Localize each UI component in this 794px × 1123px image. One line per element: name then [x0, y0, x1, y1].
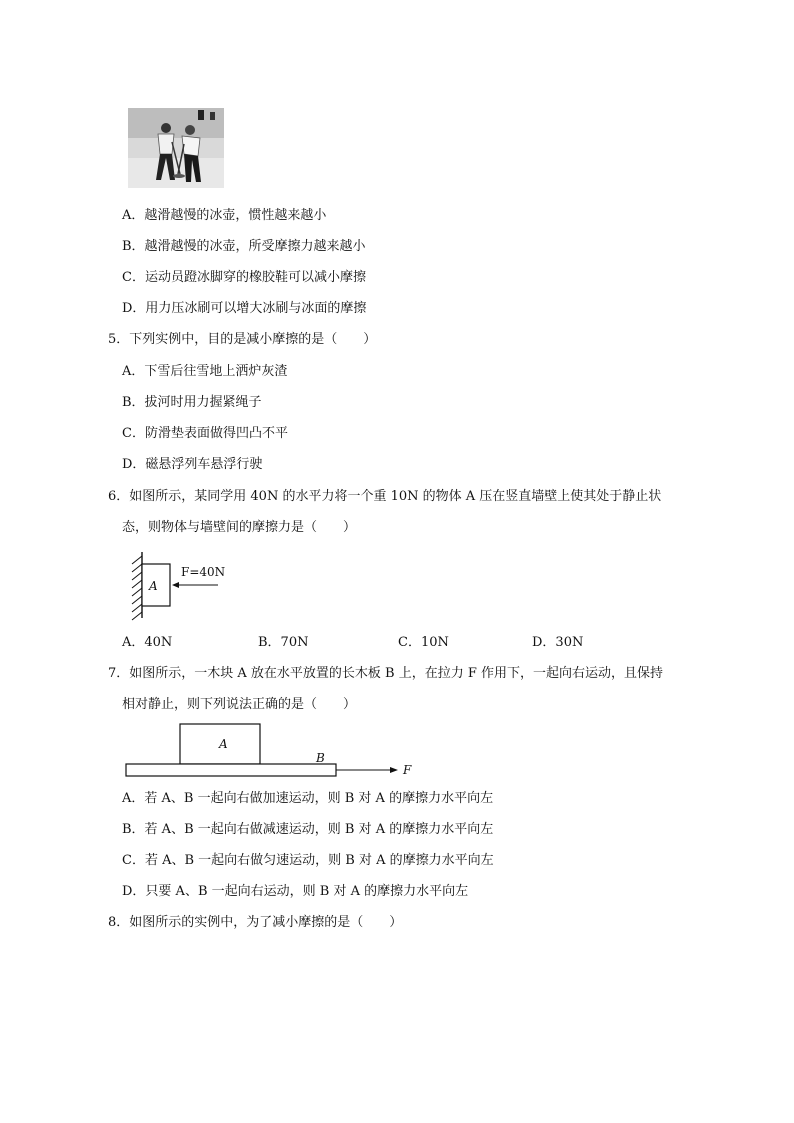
q4-option-b: B．越滑越慢的冰壶，所受摩擦力越来越小 [122, 239, 366, 254]
q6-option-b: B．70N [258, 635, 309, 650]
curling-photo [128, 108, 224, 188]
q4-option-c: C．运动员蹬冰脚穿的橡胶鞋可以减小摩擦 [122, 270, 366, 285]
q7-board-label: B [316, 751, 325, 765]
q7-stem-line1: 7．如图所示，一木块 A 放在水平放置的长木板 B 上，在拉力 F 作用下，一起向右运动，且保持 [108, 666, 664, 681]
q6-wall-figure [122, 550, 242, 622]
q6-block-label: A [149, 579, 158, 593]
q5-option-b: B．拔河时用力握紧绳子 [122, 395, 262, 410]
q4-option-d: D．用力压冰刷可以增大冰刷与冰面的摩擦 [122, 301, 367, 316]
q7-stem-line2: 相对静止，则下列说法正确的是（ ） [122, 697, 357, 712]
q7-option-c: C．若 A、B 一起向右做匀速运动，则 B 对 A 的摩擦力水平向左 [122, 853, 494, 868]
q6-stem-line1: 6．如图所示，某同学用 40N 的水平力将一个重 10N 的物体 A 压在竖直墙壁上使其处于静止状 [108, 489, 662, 504]
q5-option-d: D．磁悬浮列车悬浮行驶 [122, 457, 263, 472]
q5-option-c: C．防滑垫表面做得凹凸不平 [122, 426, 288, 441]
q5-stem: 5．下列实例中，目的是减小摩擦的是（ ） [108, 332, 377, 347]
q6-option-a: A．40N [122, 635, 173, 650]
q8-stem: 8．如图所示的实例中，为了减小摩擦的是（ ） [108, 915, 403, 930]
q6-option-d: D．30N [532, 635, 584, 650]
q6-option-c: C．10N [398, 635, 449, 650]
q4-option-a: A．越滑越慢的冰壶，惯性越来越小 [122, 208, 327, 223]
q6-stem-line2: 态，则物体与墙壁间的摩擦力是（ ） [122, 520, 357, 535]
q7-block-board-figure [120, 720, 430, 780]
q5-option-a: A．下雪后往雪地上洒炉灰渣 [122, 364, 288, 379]
q7-option-a: A．若 A、B 一起向右做加速运动，则 B 对 A 的摩擦力水平向左 [122, 791, 494, 806]
q7-option-b: B．若 A、B 一起向右做减速运动，则 B 对 A 的摩擦力水平向左 [122, 822, 494, 837]
q7-block-label: A [219, 737, 228, 751]
q7-option-d: D．只要 A、B 一起向右运动，则 B 对 A 的摩擦力水平向左 [122, 884, 469, 899]
q7-force-label: F [403, 763, 412, 777]
q6-force-label: F=40N [181, 565, 226, 579]
